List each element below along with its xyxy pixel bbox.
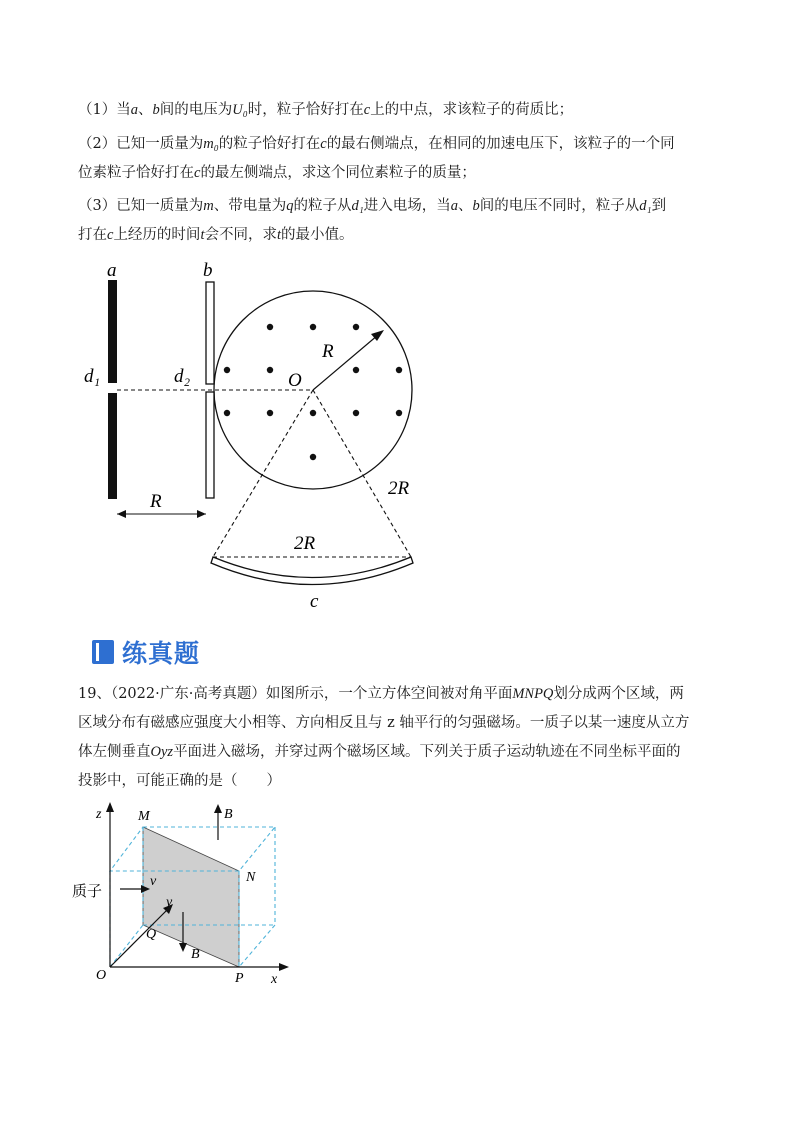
question-3: （3）已知一质量为m、带电量为q的粒子从d₁进入电场，当a、b间的电压不同时，粒子从d₁到 打在c上经历的时间t会不同，求t的最小值。 — [78, 198, 667, 243]
plate-a-upper — [108, 280, 117, 383]
label-a: a — [107, 260, 117, 281]
field-arrow-up-head — [214, 804, 222, 813]
field-dots — [224, 324, 402, 460]
label-2R-side: 2R — [388, 478, 410, 499]
label-d2: d₂ — [174, 366, 191, 387]
label-b: b — [203, 260, 213, 281]
label-2R-chord: 2R — [294, 533, 316, 554]
plane-MNPQ — [143, 827, 239, 967]
question-2: （2）已知一质量为m₀的粒子恰好打在c的最右侧端点，在相同的加速电压下，该粒子的一个同 位素粒子恰好打在c的最左侧端点，求这个同位素粒子的质量； — [78, 136, 675, 181]
label-M: M — [138, 809, 150, 824]
y-axis — [110, 907, 170, 967]
label-y: y — [166, 895, 173, 910]
label-v: v — [150, 874, 157, 889]
z-axis-arrowhead — [106, 802, 114, 812]
figure-accelerator-field — [70, 255, 470, 620]
section-header — [92, 634, 200, 670]
label-B-top: B — [224, 807, 233, 822]
label-N: N — [246, 870, 256, 885]
label-x: x — [271, 972, 278, 987]
label-O: O — [96, 968, 107, 983]
plate-b-upper — [206, 282, 214, 384]
question-19: 19、（2022·广东·高考真题）如图所示，一个立方体空间被对角平面MNPQ划分成两个区域，两 区域分布有磁感应强度大小相等、方向相反且与 z 轴平行的匀强磁场。一质子以某一速度从立方 体左侧垂直Oyz平面进入磁场，并穿过两个磁场区域。下列关于质子运动轨迹在不同坐标平面的 投影中，可能正确的是（ ） — [78, 686, 690, 789]
figure-cube — [70, 798, 300, 988]
x-axis-arrowhead — [279, 963, 289, 971]
label-P: P — [235, 971, 244, 986]
question-1: （1）当a、b间的电压为U₀时，粒子恰好打在c上的中点，求该粒子的荷质比； — [78, 102, 574, 118]
label-B-bottom: B — [191, 947, 200, 962]
section-title: 练真题 — [122, 639, 201, 668]
dimension-arrow-right — [197, 510, 206, 518]
label-z: z — [96, 807, 102, 822]
label-R-radius: R — [322, 341, 334, 362]
screen-c — [211, 557, 413, 585]
label-d1: d₁ — [84, 366, 101, 387]
label-proton: 质子 — [72, 882, 103, 900]
label-R-dimension: R — [150, 491, 162, 512]
label-Q: Q — [146, 927, 157, 942]
field-arrow-down-head — [179, 943, 187, 952]
plate-b-lower — [206, 392, 214, 498]
book-icon — [92, 640, 114, 664]
dimension-arrow-left — [117, 510, 126, 518]
label-c: c — [310, 591, 319, 612]
sector-line-right — [313, 390, 411, 557]
plate-a-lower — [108, 393, 117, 499]
label-O: O — [288, 370, 302, 391]
